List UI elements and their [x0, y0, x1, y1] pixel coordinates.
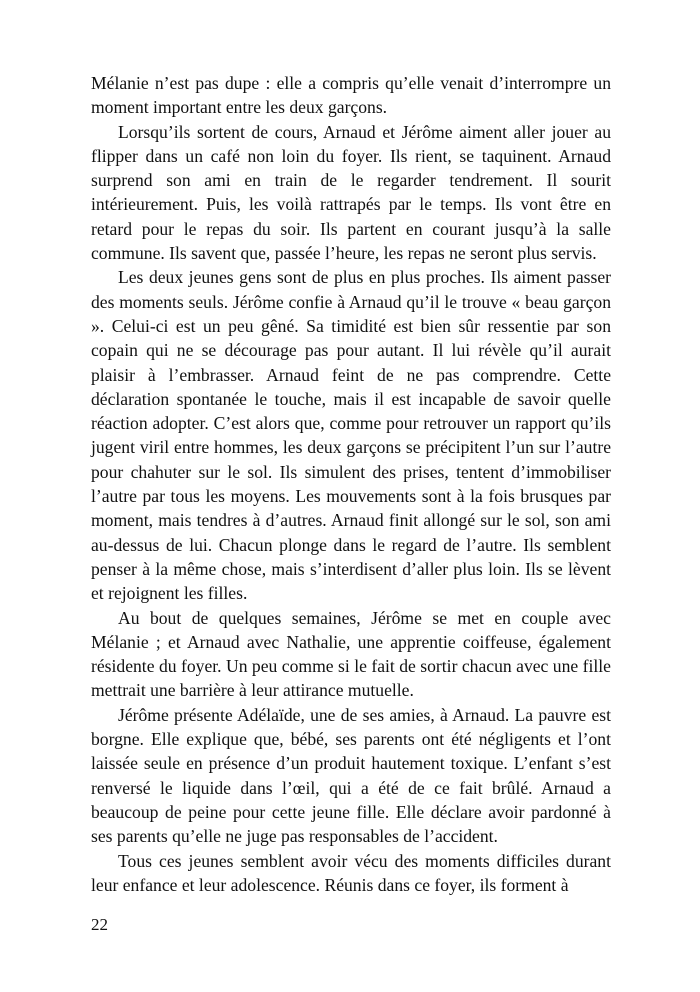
- paragraph-6: Tous ces jeunes semblent avoir vécu des moments difficiles durant leur enfance et leur adolescence. Réunis dans ce foyer, ils forment à: [91, 850, 611, 895]
- paragraph-5: Jérôme présente Adélaïde, une de ses amies, à Arnaud. La pauvre est borgne. Elle explique que, bébé, ses parents ont été négligents et l’ont laissée seule en présence d’un produit hautement toxique. L’enfant s’est renversé le liquide dans l’œil, qui a été de ce fait brûlé. Arnaud a beaucoup de peine pour cette jeune fille. Elle déclare avoir pardonné à ses parents qu’elle ne juge pas responsables de l’accident.: [91, 704, 611, 847]
- paragraph-2: Lorsqu’ils sortent de cours, Arnaud et Jérôme aiment aller jouer au flipper dans un café non loin du foyer. Ils rient, se taquinent. Arnaud surprend son ami en train de le regarder tendrement. Il sourit intérieurement. Puis, les voilà rattrapés par le temps. Ils vont être en retard pour le repas du soir. Ils partent en courant jusqu’à la salle commune. Ils savent que, passée l’heure, les repas ne seront plus servis.: [91, 121, 611, 264]
- page-body: [91, 71, 611, 897]
- paragraph-1: Mélanie n’est pas dupe : elle a compris qu’elle venait d’interrompre un moment important entre les deux garçons.: [91, 73, 611, 118]
- paragraph-4: Au bout de quelques semaines, Jérôme se met en couple avec Mélanie ; et Arnaud avec Nathalie, une apprentie coiffeuse, également résidente du foyer. Un peu comme si le fait de sortir chacun avec une fille mettrait une barrière à leur attirance mutuelle.: [91, 607, 611, 701]
- page-number: 22: [91, 915, 108, 934]
- paragraph-3: Les deux jeunes gens sont de plus en plus proches. Ils aiment passer des moments seuls. Jérôme confie à Arnaud qu’il le trouve « beau garçon ». Celui-ci est un peu gêné. Sa timidité est bien sûr ressentie par son copain qui ne se décourage pas pour autant. Il lui révèle qu’il aurait plaisir à l’embrasser. Arnaud feint de ne pas comprendre. Cette déclaration spontanée le touche, mais il est incapable de savoir quelle réaction adopter. C’est alors que, comme pour retrouver un rapport qu’ils jugent viril entre hommes, les deux garçons se précipitent l’un sur l’autre pour chahuter sur le sol. Ils simulent des prises, tentent d’immobiliser l’autre par tous les moyens. Les mouvements sont à la fois brusques par moment, mais tendres à d’autres. Arnaud finit allongé sur le sol, son ami au-dessus de lui. Chacun plonge dans le regard de l’autre. Ils semblent penser à la même chose, mais s’interdisent d’aller plus loin. Ils se lèvent et rejoignent les filles.: [91, 267, 611, 604]
